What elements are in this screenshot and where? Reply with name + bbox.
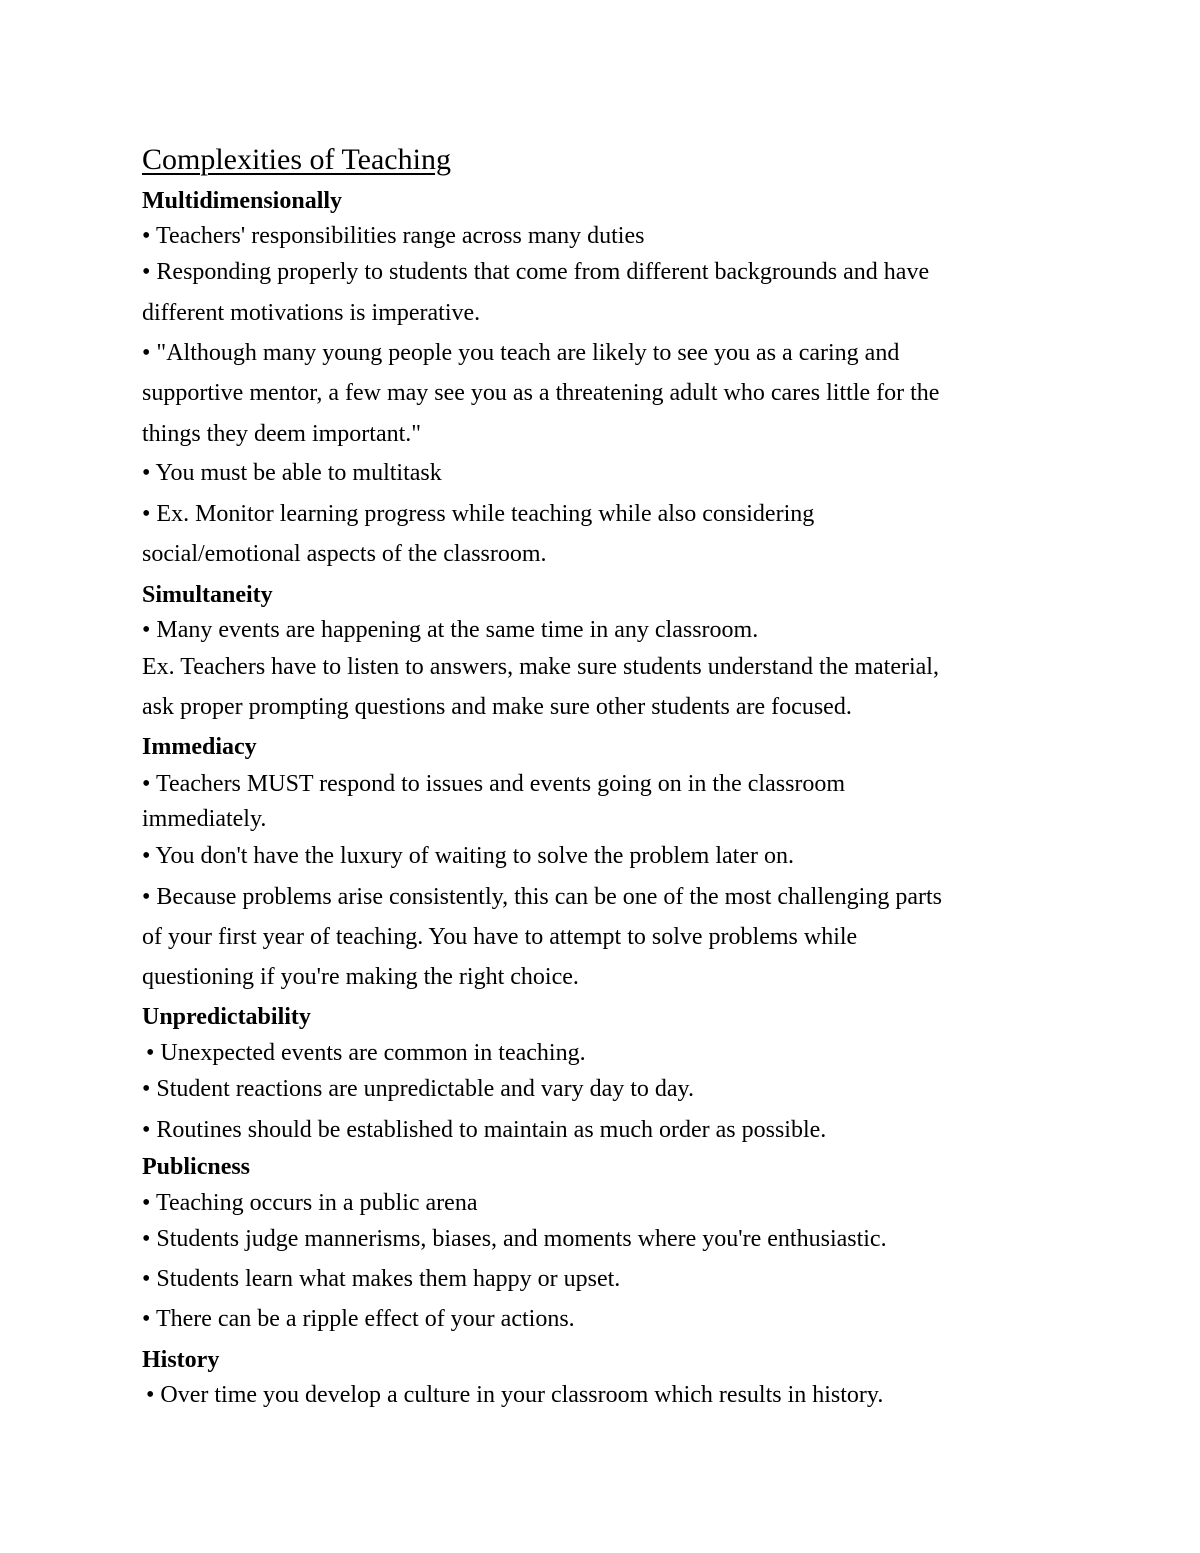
page-title: Complexities of Teaching — [142, 143, 451, 176]
bullet-line: • Students learn what makes them happy or upset. — [142, 1266, 621, 1292]
section-heading-history: History — [142, 1347, 220, 1373]
text-line: different motivations is imperative. — [142, 300, 481, 326]
bullet-line: • Students judge mannerisms, biases, and moments where you're enthusiastic. — [142, 1226, 887, 1252]
text-line: things they deem important." — [142, 421, 422, 447]
text-line: immediately. — [142, 806, 267, 832]
section-heading-simultaneity: Simultaneity — [142, 582, 273, 608]
text-line: of your first year of teaching. You have to attempt to solve problems while — [142, 924, 858, 950]
bullet-line: • You must be able to multitask — [142, 460, 442, 486]
bullet-line: • You don't have the luxury of waiting to solve the problem later on. — [142, 843, 794, 869]
text-line: ask proper prompting questions and make sure other students are focused. — [142, 694, 852, 720]
bullet-line: • Teachers' responsibilities range across many duties — [142, 223, 645, 249]
bullet-line: • There can be a ripple effect of your actions. — [142, 1306, 575, 1332]
bullet-line: • Routines should be established to maintain as much order as possible. — [142, 1117, 827, 1143]
text-line: supportive mentor, a few may see you as a threatening adult who cares little for the — [142, 380, 940, 406]
section-heading-immediacy: Immediacy — [142, 734, 257, 760]
bullet-line: • Responding properly to students that come from different backgrounds and have — [142, 259, 930, 285]
bullet-line: • Over time you develop a culture in your classroom which results in history. — [146, 1382, 884, 1408]
section-heading-multidimensionally: Multidimensionally — [142, 188, 343, 214]
bullet-line: • Teachers MUST respond to issues and events going on in the classroom — [142, 771, 846, 797]
bullet-line: • Student reactions are unpredictable and vary day to day. — [142, 1076, 694, 1102]
bullet-line: • Unexpected events are common in teaching. — [146, 1040, 586, 1066]
text-line: questioning if you're making the right choice. — [142, 964, 579, 990]
text-line: social/emotional aspects of the classroom. — [142, 541, 547, 567]
bullet-line: • "Although many young people you teach are likely to see you as a caring and — [142, 340, 900, 366]
bullet-line: • Teaching occurs in a public arena — [142, 1190, 478, 1216]
bullet-line: • Many events are happening at the same time in any classroom. — [142, 617, 759, 643]
section-heading-unpredictability: Unpredictability — [142, 1004, 311, 1030]
text-line: Ex. Teachers have to listen to answers, make sure students understand the material, — [142, 654, 939, 680]
bullet-line: • Ex. Monitor learning progress while teaching while also considering — [142, 501, 815, 527]
section-heading-publicness: Publicness — [142, 1154, 251, 1180]
bullet-line: • Because problems arise consistently, this can be one of the most challenging parts — [142, 884, 942, 910]
